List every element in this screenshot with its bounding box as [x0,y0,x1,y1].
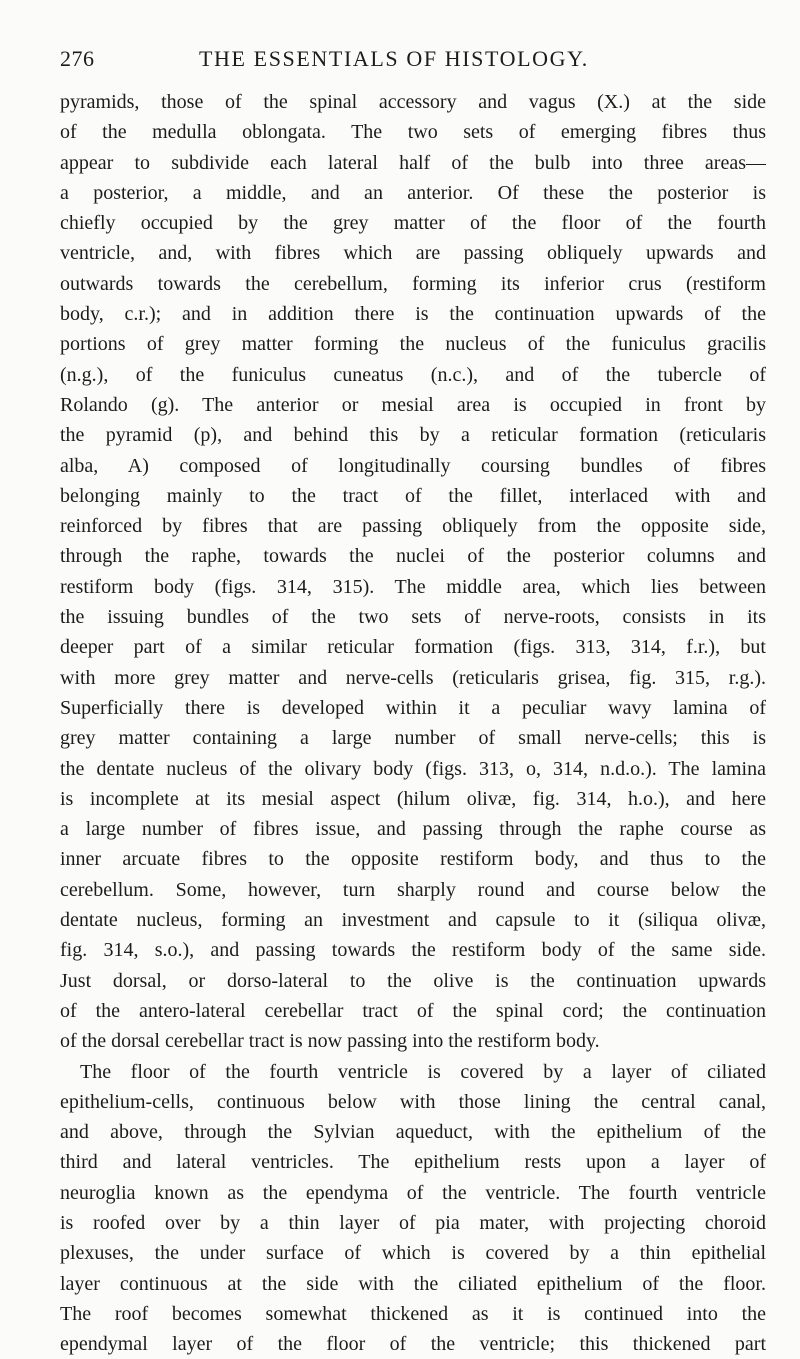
text-line: inner arcuate fibres to the opposite restiform body, and thus to the [60,848,766,871]
page-number: 276 [60,46,95,71]
text-line: a posterior, a middle, and an anterior. Of these the posterior is [60,181,766,204]
text-line: is roofed over by a thin layer of pia mater, with projecting choroid [60,1211,766,1234]
text-line: the pyramid (p), and behind this by a reticular formation (reticularis [60,424,766,447]
text-line: reinforced by fibres that are passing obliquely from the opposite side, [60,515,766,538]
text-line: plexuses, the under surface of which is covered by a thin epithelial [60,1242,766,1265]
text-line: cerebellum. Some, however, turn sharply round and course below the [60,878,766,901]
text-line: and above, through the Sylvian aqueduct, with the epithelium of the [60,1121,766,1144]
text-line: The roof becomes somewhat thickened as it is continued into the [60,1302,766,1325]
text-line: ependymal layer of the floor of the ventricle; this thickened part [60,1333,766,1356]
text-line: grey matter containing a large number of small nerve-cells; this is [60,727,766,750]
text-line: body, c.r.); and in addition there is the continuation upwards of the [60,303,766,326]
text-line: The floor of the fourth ventricle is covered by a layer of ciliated [80,1060,766,1083]
text-line: appear to subdivide each lateral half of the bulb into three areas— [60,151,766,174]
text-line: Rolando (g). The anterior or mesial area is occupied in front by [60,393,766,416]
text-line: of the dorsal cerebellar tract is now passing into the restiform body. [60,1030,600,1053]
text-line: epithelium-cells, continuous below with those lining the central canal, [60,1090,766,1113]
text-line: layer continuous at the side with the ciliated epithelium of the floor. [60,1272,766,1295]
text-line: with more grey matter and nerve-cells (reticularis grisea, fig. 315, r.g.). [60,666,766,689]
text-line: (n.g.), of the funiculus cuneatus (n.c.), and of the tubercle of [60,363,766,386]
text-line: is incomplete at its mesial aspect (hilum olivæ, fig. 314, h.o.), and here [60,787,766,810]
text-line: belonging mainly to the tract of the fillet, interlaced with and [60,484,766,507]
text-line: the dentate nucleus of the olivary body (figs. 313, o, 314, n.d.o.). The lamina [60,757,766,780]
text-line: of the medulla oblongata. The two sets of emerging fibres thus [60,121,766,144]
text-line: pyramids, those of the spinal accessory and vagus (X.) at the side [60,91,766,113]
text-line: dentate nucleus, forming an investment and capsule to it (siliqua olivæ, [60,909,766,932]
text-line: the issuing bundles of the two sets of nerve-roots, consists in its [60,606,766,629]
text-line: alba, A) composed of longitudinally coursing bundles of fibres [60,454,766,477]
body-text [60,87,766,1359]
text-line: a large number of fibres issue, and passing through the raphe course as [60,818,766,841]
text-line: neuroglia known as the ependyma of the ventricle. The fourth ventricle [60,1181,766,1204]
text-line: ventricle, and, with fibres which are passing obliquely upwards and [60,242,766,265]
text-line: portions of grey matter forming the nucleus of the funiculus gracilis [60,333,766,356]
running-head [60,46,760,82]
text-line: restiform body (figs. 314, 315). The middle area, which lies between [60,575,766,598]
text-line: third and lateral ventricles. The epithelium rests upon a layer of [60,1151,766,1174]
running-title: THE ESSENTIALS OF HISTOLOGY. [199,46,589,71]
text-line: fig. 314, s.o.), and passing towards the restiform body of the same side. [60,939,766,962]
text-line: chiefly occupied by the grey matter of the floor of the fourth [60,212,766,235]
text-line: outwards towards the cerebellum, forming its inferior crus (restiform [60,272,766,295]
text-line: Superficially there is developed within it a peculiar wavy lamina of [60,696,766,719]
text-line: of the antero-lateral cerebellar tract of the spinal cord; the continuation [60,999,766,1022]
text-line: Just dorsal, or dorso-lateral to the olive is the continuation upwards [60,969,766,992]
text-line: deeper part of a similar reticular formation (figs. 313, 314, f.r.), but [60,636,766,659]
text-line: through the raphe, towards the nuclei of the posterior columns and [60,545,766,568]
